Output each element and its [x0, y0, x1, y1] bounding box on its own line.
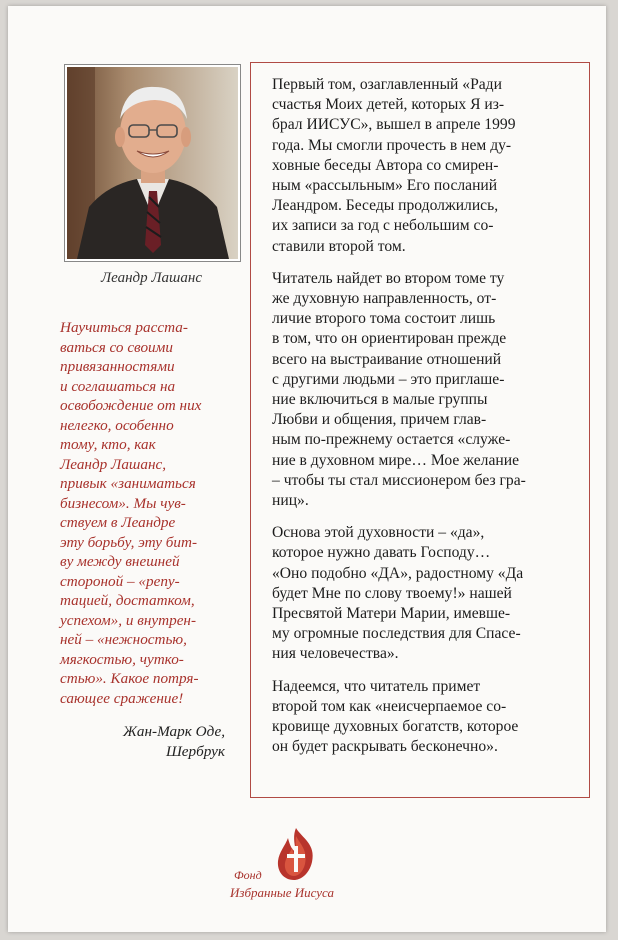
- quote-line: Научиться расста-: [60, 319, 188, 336]
- text-line: му огромные последствия для Спасе-: [272, 625, 521, 643]
- brand-line-2: Избранные Иисуса: [230, 885, 334, 900]
- text-line: личие второго тома состоит лишь: [272, 310, 496, 328]
- description-text: [272, 75, 580, 770]
- quote-line: ву между внешней: [60, 553, 180, 570]
- quote-text: [60, 318, 238, 708]
- portrait-caption: Леандр Лашанс: [101, 270, 202, 286]
- text-line: Читатель найдет во втором томе ту: [272, 269, 505, 287]
- quote-line: ствуем в Леандре: [60, 514, 176, 531]
- paragraph-3: [272, 523, 580, 664]
- text-line: же духовную направленность, от-: [272, 290, 497, 308]
- paragraph-4: [272, 677, 580, 758]
- paragraph-1: [272, 75, 580, 257]
- text-line: ние включиться в малые группы: [272, 391, 488, 409]
- text-line: ниц».: [272, 492, 309, 510]
- text-line: кровище духовных богатств, которое: [272, 718, 519, 736]
- text-line: ния человечества».: [272, 645, 399, 663]
- quote-line: эту борьбу, эту бит-: [60, 533, 198, 551]
- text-line: с другими людьми – это приглаше-: [272, 370, 505, 388]
- text-line: счастья Моих детей, которых Я из-: [272, 96, 505, 114]
- quote-line: сающее сражение!: [60, 689, 184, 707]
- brand-line-1: Фонд: [234, 868, 262, 882]
- quote-line: успехом», и внутрен-: [60, 611, 197, 629]
- text-line: ние в духовном мире… Мое желание: [272, 451, 519, 469]
- quote-line: Леандр Лашанс,: [60, 455, 167, 473]
- quote-author-name: Жан-Марк Оде,: [123, 723, 225, 740]
- author-portrait: [64, 64, 241, 262]
- text-line: Любви и общения, причем глав-: [272, 411, 487, 429]
- publisher-brand: [230, 866, 390, 902]
- text-line: будет Мне по слову твоему!» нашей: [272, 584, 512, 602]
- text-line: которое нужно давать Господу…: [272, 544, 491, 562]
- quote-line: привык «заниматься: [60, 475, 196, 492]
- text-line: он будет раскрывать бесконечно».: [272, 738, 498, 756]
- quote-author-place: Шербрук: [165, 743, 225, 760]
- text-line: Пресвятой Матери Марии, имевше-: [272, 605, 511, 623]
- portrait-image: [67, 67, 238, 259]
- paragraph-2: [272, 269, 580, 511]
- quote-line: ней – «нежностью,: [60, 631, 187, 648]
- quote-line: мягкостью, чутко-: [60, 650, 184, 668]
- quote-line: ваться со своими: [60, 338, 173, 356]
- text-line: года. Мы смогли прочесть в нем ду-: [272, 136, 512, 154]
- pull-quote: [60, 318, 238, 708]
- text-line: ным «рассыльным» Его посланий: [272, 177, 498, 195]
- text-line: Надеемся, что читатель примет: [272, 677, 481, 695]
- text-line: Леандром. Беседы продолжились,: [272, 197, 499, 215]
- quote-line: стью». Какое потря-: [60, 670, 199, 687]
- text-line: ховные беседы Автора со смирен-: [272, 156, 499, 174]
- text-line: второй том как «неисчерпаемое со-: [272, 697, 507, 715]
- text-line: – чтобы ты стал миссионером без гра-: [272, 471, 526, 489]
- text-line: в том, что он ориентирован прежде: [272, 330, 507, 348]
- text-line: ставили второй том.: [272, 237, 406, 255]
- text-line: Первый том, озаглавленный «Ради: [272, 76, 502, 93]
- quote-author: [60, 722, 225, 762]
- quote-line: и соглашаться на: [60, 377, 176, 395]
- quote-line: привязанностями: [60, 358, 175, 375]
- quote-line: тацией, достатком,: [60, 592, 195, 609]
- text-line: брал ИИСУС», вышел в апреле 1999: [272, 116, 516, 134]
- quote-line: тому, кто, как: [60, 436, 156, 453]
- quote-line: бизнесом». Мы чув-: [60, 494, 186, 512]
- quote-line: стороной – «репу-: [60, 572, 180, 590]
- quote-line: нелегко, особенно: [60, 416, 174, 434]
- text-line: Основа этой духовности – «да»,: [272, 524, 485, 542]
- text-line: их записи за год с небольшим со-: [272, 217, 494, 235]
- text-line: всего на выстраивание отношений: [272, 350, 502, 368]
- quote-line: освобождение от них: [60, 397, 202, 414]
- text-line: «Оно подобно «ДА», радостному «Да: [272, 564, 524, 582]
- text-line: ным по-прежнему остается «служе-: [272, 431, 511, 449]
